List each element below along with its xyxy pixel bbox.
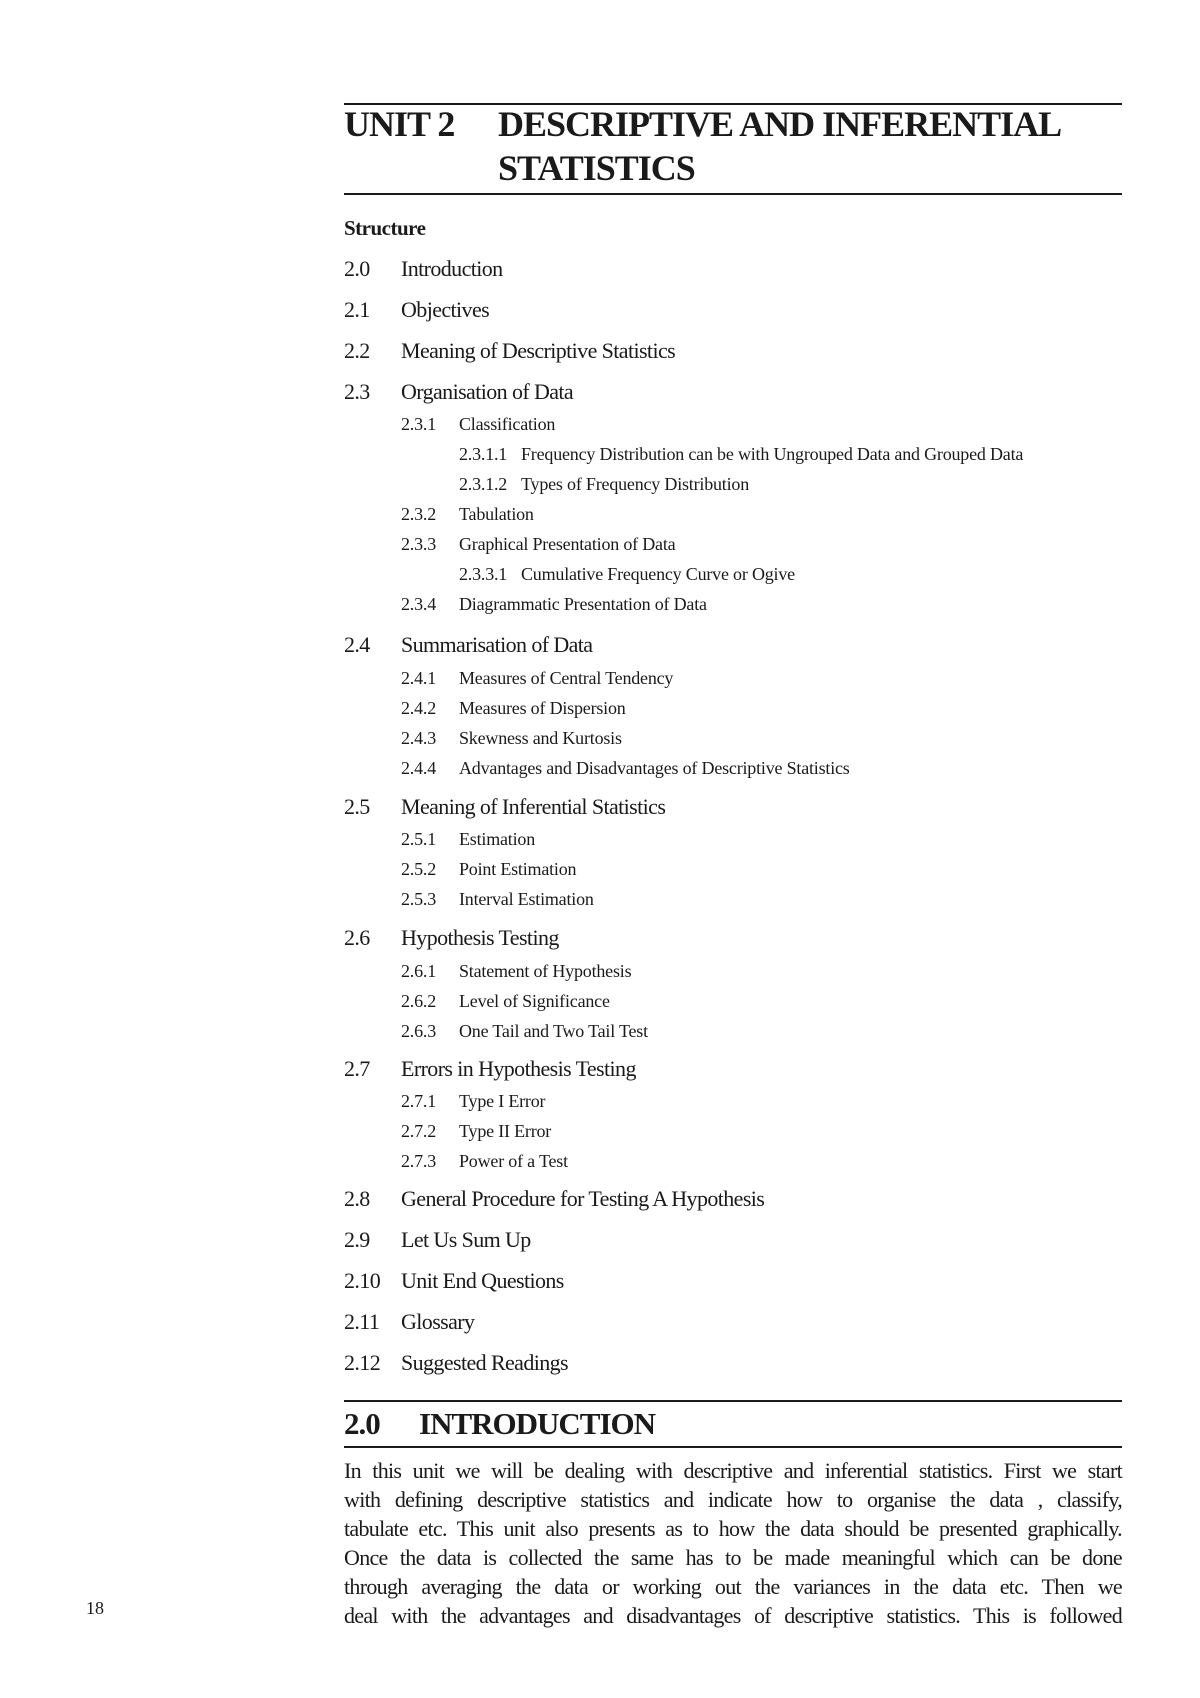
introduction-paragraph (344, 1456, 1122, 1630)
toc-item-number: 2.12 (344, 1350, 381, 1375)
toc-item-text: Hypothesis Testing (401, 925, 559, 950)
toc-item-number: 2.6.3 (401, 1021, 437, 1041)
toc-item-text: Graphical Presentation of Data (459, 534, 676, 554)
toc-item-number: 2.7.3 (401, 1151, 437, 1171)
toc-item-text: Frequency Distribution can be with Ungrouped Data and Grouped Data (521, 444, 1024, 464)
toc-item-text: Classification (459, 414, 556, 434)
toc-item-text: Skewness and Kurtosis (459, 728, 622, 748)
toc-item-text: Statement of Hypothesis (459, 961, 632, 981)
toc-item-text: Organisation of Data (401, 379, 574, 404)
toc-item-number: 2.0 (344, 256, 370, 281)
paragraph-line: with defining descriptive statistics and indicate how to organise the data , classify, (344, 1487, 1122, 1512)
paragraph-line: Once the data is collected the same has to be made meaningful which can be done (344, 1545, 1122, 1570)
toc-item-number: 2.3.3.1 (459, 564, 508, 584)
toc-item-text: Measures of Dispersion (459, 698, 626, 718)
toc-item-text: Cumulative Frequency Curve or Ogive (521, 564, 795, 584)
unit-title-line2: STATISTICS (498, 148, 695, 188)
toc-item-number: 2.7.2 (401, 1121, 437, 1141)
toc-item-text: Type II Error (459, 1121, 552, 1141)
toc-item-text: Diagrammatic Presentation of Data (459, 594, 707, 614)
introduction-bottom-rule (344, 1446, 1122, 1448)
introduction-number: 2.0 (344, 1406, 380, 1441)
header-bottom-rule (344, 193, 1122, 195)
structure-heading: Structure (344, 216, 426, 240)
toc-item-text: Meaning of Inferential Statistics (401, 794, 666, 819)
toc-item-number: 2.3.3 (401, 534, 437, 554)
toc-item-number: 2.2 (344, 338, 370, 363)
toc-item-number: 2.3.4 (401, 594, 437, 614)
toc-item-text: Point Estimation (459, 859, 577, 879)
unit-label: UNIT 2 (344, 104, 455, 144)
toc-item-number: 2.1 (344, 297, 370, 322)
toc-item-number: 2.7 (344, 1056, 370, 1081)
toc-item-number: 2.5.1 (401, 829, 437, 849)
toc-item-text: General Procedure for Testing A Hypothesis (401, 1186, 765, 1211)
toc-item-number: 2.10 (344, 1268, 381, 1293)
toc-item-number: 2.6 (344, 925, 370, 950)
toc-item-number: 2.4.2 (401, 698, 437, 718)
toc-item-text: One Tail and Two Tail Test (459, 1021, 648, 1041)
toc-item-text: Errors in Hypothesis Testing (401, 1056, 636, 1081)
toc-item-number: 2.4 (344, 632, 370, 657)
toc-item-number: 2.4.3 (401, 728, 437, 748)
toc-item-text: Let Us Sum Up (401, 1227, 531, 1252)
toc-item-number: 2.3 (344, 379, 370, 404)
introduction-title: INTRODUCTION (419, 1406, 656, 1441)
toc-item-text: Tabulation (459, 504, 534, 524)
page-number: 18 (86, 1598, 104, 1618)
toc-item-text: Power of a Test (459, 1151, 568, 1171)
toc-item-text: Unit End Questions (401, 1268, 564, 1293)
toc-item-number: 2.3.1.2 (459, 474, 508, 494)
toc-item-text: Type I Error (459, 1091, 546, 1111)
paragraph-line: through averaging the data or working out the variances in the data etc. Then we (344, 1574, 1122, 1599)
toc-item-number: 2.3.2 (401, 504, 437, 524)
toc-item-text: Objectives (401, 297, 490, 322)
toc-item-text: Introduction (401, 256, 503, 281)
paragraph-line: In this unit we will be dealing with descriptive and inferential statistics. First we start (344, 1458, 1122, 1483)
unit-title-line1: DESCRIPTIVE AND INFERENTIAL (498, 104, 1062, 144)
toc-item-number: 2.4.1 (401, 668, 437, 688)
toc-item-text: Meaning of Descriptive Statistics (401, 338, 676, 363)
toc-item-number: 2.11 (344, 1309, 380, 1334)
toc-item-number: 2.5.3 (401, 889, 437, 909)
toc-item-text: Interval Estimation (459, 889, 594, 909)
toc-item-number: 2.5 (344, 794, 370, 819)
toc-item-text: Advantages and Disadvantages of Descriptive Statistics (459, 758, 850, 778)
toc-item-number: 2.3.1.1 (459, 444, 508, 464)
paragraph-line: tabulate etc. This unit also presents as to how the data should be presented graphically. (344, 1516, 1122, 1541)
toc-item-number: 2.6.1 (401, 961, 437, 981)
toc-item-text: Summarisation of Data (401, 632, 593, 657)
toc-item-number: 2.6.2 (401, 991, 437, 1011)
toc-item-text: Suggested Readings (401, 1350, 569, 1375)
toc-item-number: 2.3.1 (401, 414, 437, 434)
toc-item-text: Estimation (459, 829, 535, 849)
introduction-top-rule (344, 1400, 1122, 1402)
toc-item-text: Glossary (401, 1309, 475, 1334)
toc-item-text: Measures of Central Tendency (459, 668, 674, 688)
toc-item-text: Level of Significance (459, 991, 610, 1011)
paragraph-line: deal with the advantages and disadvantages of descriptive statistics. This is followed (344, 1603, 1122, 1628)
toc-item-number: 2.9 (344, 1227, 370, 1252)
toc-item-text: Types of Frequency Distribution (521, 474, 750, 494)
toc-item-number: 2.5.2 (401, 859, 437, 879)
toc-item-number: 2.4.4 (401, 758, 437, 778)
unit-title (498, 102, 1128, 190)
toc-item-number: 2.7.1 (401, 1091, 437, 1111)
toc-item-number: 2.8 (344, 1186, 370, 1211)
